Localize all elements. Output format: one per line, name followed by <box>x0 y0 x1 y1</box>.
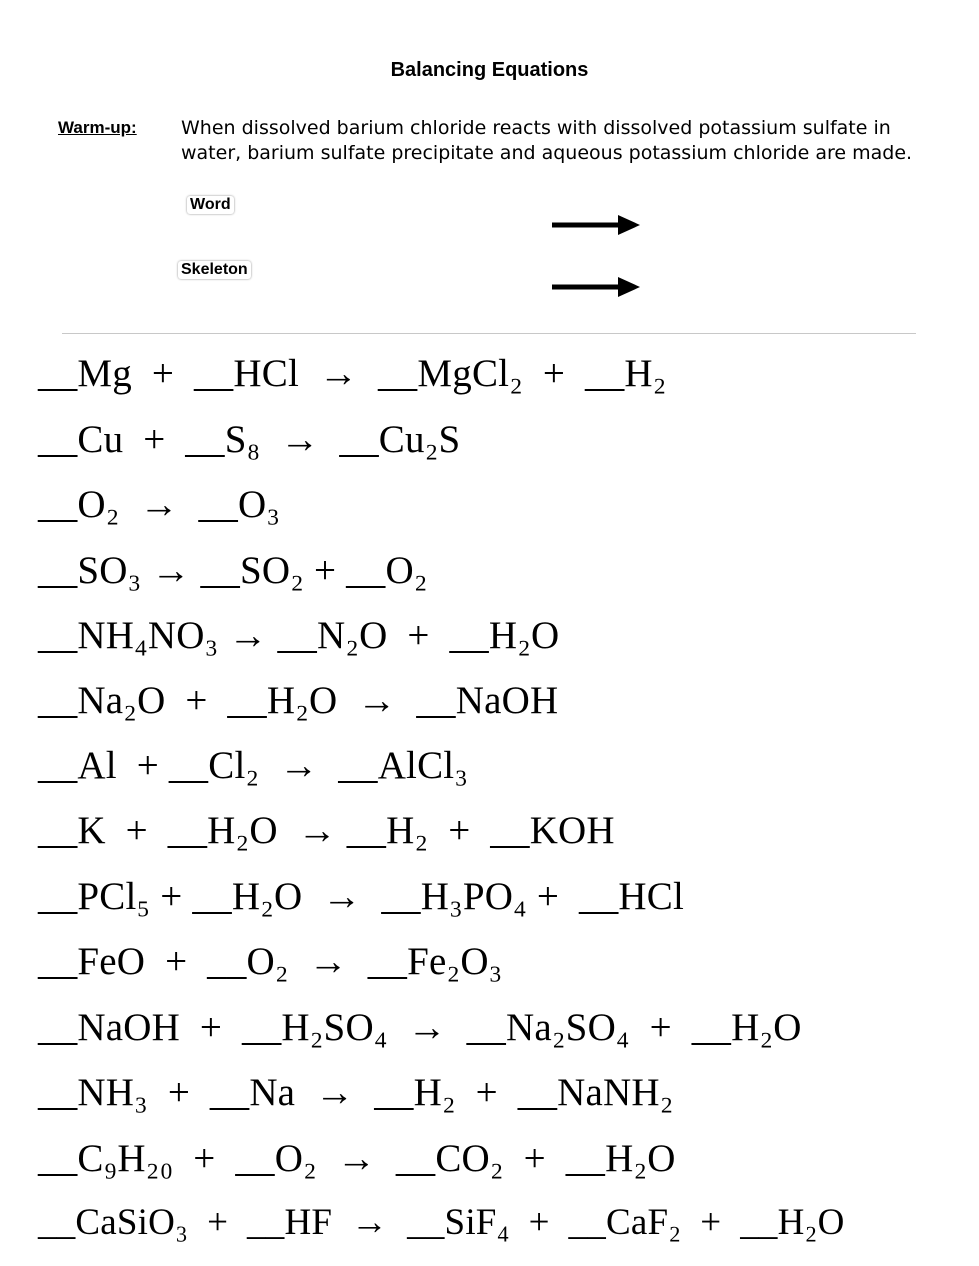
right-arrow-icon <box>552 276 640 298</box>
equation-9: __PCl₅ + __H₂O → __H₃PO₄ + __HCl <box>38 875 685 918</box>
equation-11: __NaOH + __H₂SO₄ → __Na₂SO₄ + __H₂O <box>38 1006 802 1049</box>
equation-7: __Al + __Cl₂ → __AlCl₃ <box>38 744 469 787</box>
skeleton-equation-label: Skeleton <box>178 261 251 279</box>
page-title: Balancing Equations <box>390 59 589 81</box>
section-divider <box>62 333 916 334</box>
warmup-prompt: When dissolved barium chloride reacts with dissolved potassium sulfate in water, barium sulfate precipitate and aqueous potassium chloride are made. <box>181 117 913 164</box>
equation-8: __K + __H₂O → __H₂ + __KOH <box>38 809 615 852</box>
word-equation-label: Word <box>187 196 234 214</box>
equation-1: __Mg + __HCl → __MgCl₂ + __H₂ <box>38 352 667 395</box>
equation-5: __NH₄NO₃ → __N₂O + __H₂O <box>38 614 560 657</box>
equation-6: __Na₂O + __H₂O → __NaOH <box>38 679 559 722</box>
equation-2: __Cu + __S₈ → __Cu₂S <box>38 418 461 461</box>
equation-13: __C₉H₂₀ + __O₂ → __CO₂ + __H₂O <box>38 1137 676 1180</box>
warmup-label: Warm-up: <box>58 118 137 137</box>
equation-4: __SO₃ → __SO₂ + __O₂ <box>38 549 428 592</box>
equation-12: __NH₃ + __Na → __H₂ + __NaNH₂ <box>38 1071 674 1114</box>
equation-14: __CaSiO₃ + __HF → __SiF₄ + __CaF₂ + __H₂O <box>38 1202 845 1243</box>
right-arrow-icon <box>552 214 640 236</box>
equation-3: __O₂ → __O₃ <box>38 483 281 526</box>
equation-10: __FeO + __O₂ → __Fe₂O₃ <box>38 940 503 983</box>
